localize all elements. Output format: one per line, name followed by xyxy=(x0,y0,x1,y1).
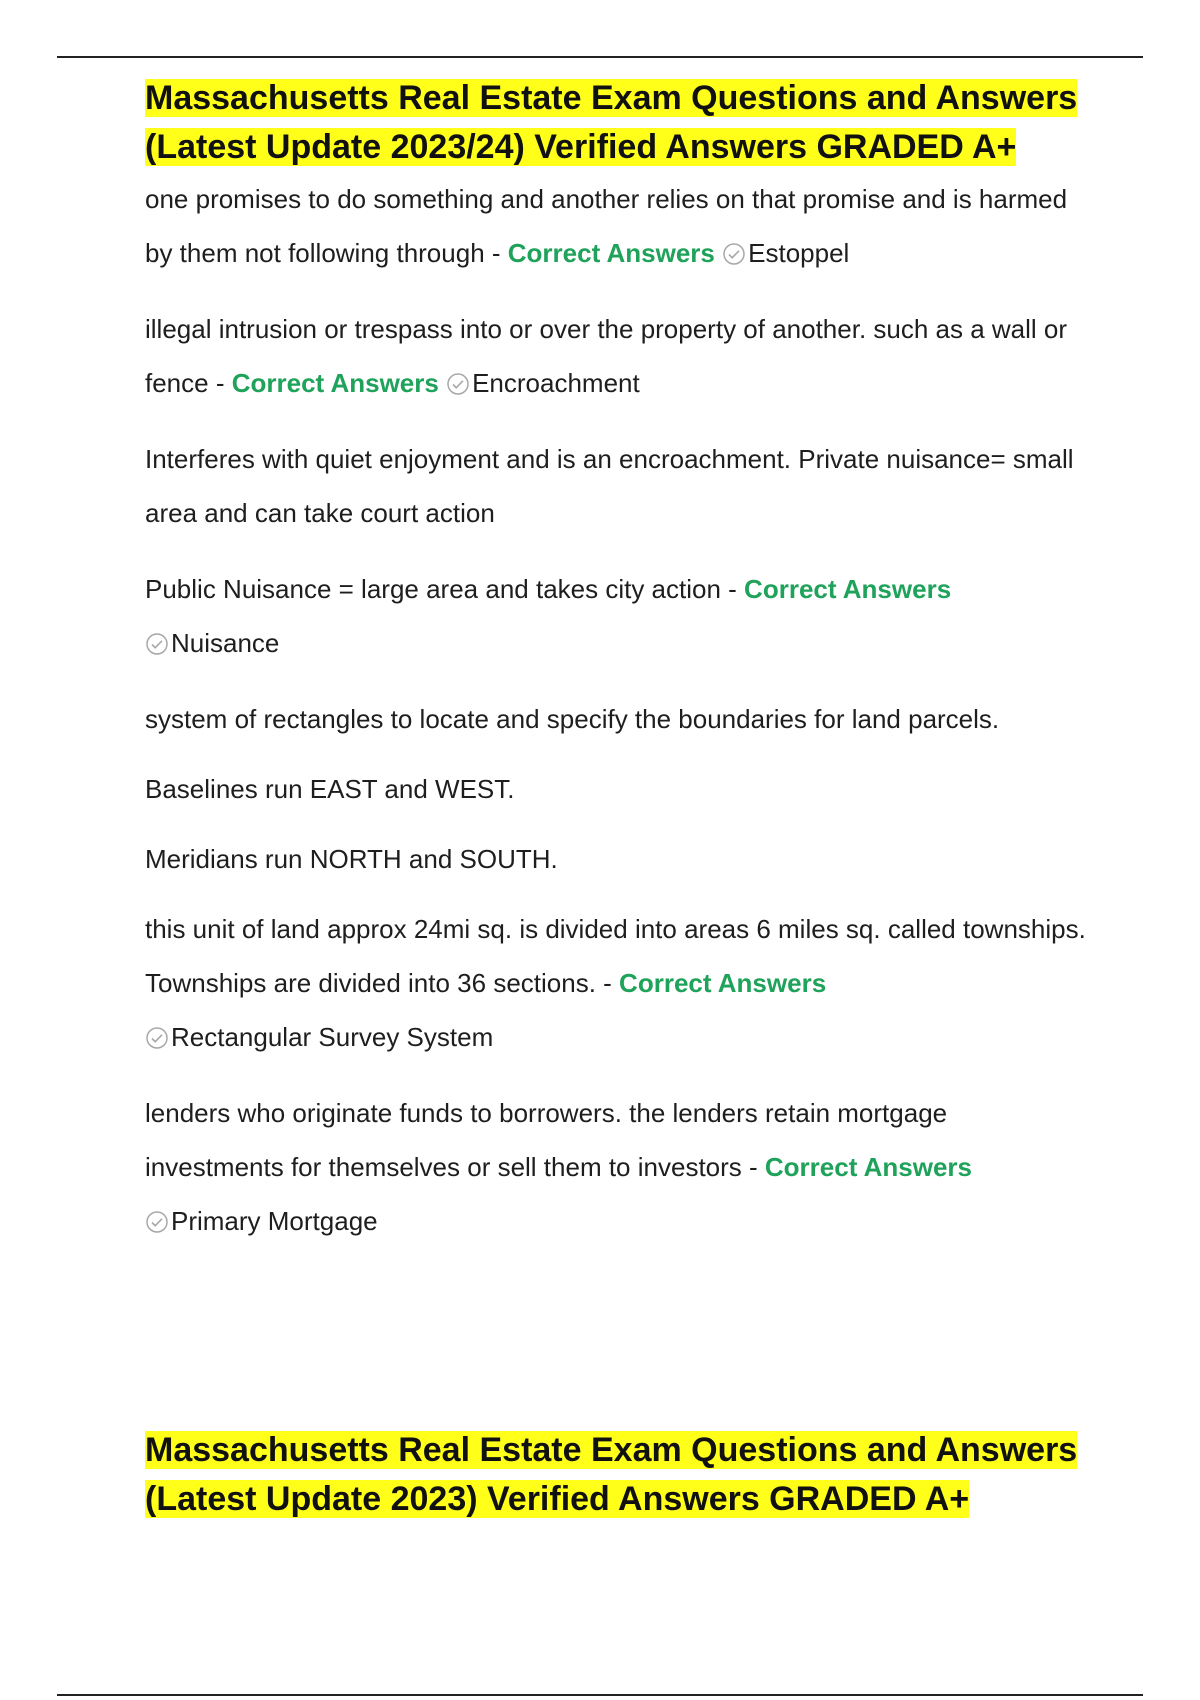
question-text: Interferes with quiet enjoyment and is an encroachment. Private nuisance= small area and can take court action xyxy=(145,444,1074,528)
correct-answers-label: Correct Answers xyxy=(619,968,827,998)
answer-text: Rectangular Survey System xyxy=(171,1022,494,1052)
qa-item-estoppel: one promises to do something and another relies on that promise and is harmed by them not following through - Correct Answers Estoppel xyxy=(145,184,1068,268)
check-circle-icon xyxy=(446,372,470,396)
question-text: illegal intrusion or trespass into or over the property of another. such as a wall or fence xyxy=(145,314,1068,398)
document-title-repeat: Massachusetts Real Estate Exam Questions and Answers (Latest Update 2023) Verified Answers GRADED A+ xyxy=(145,1431,1078,1518)
answer-text: Estoppel xyxy=(748,238,850,268)
question-text: one promises to do something and another relies on that promise and is harmed by them not following through xyxy=(145,184,1068,268)
qa-item-nuisance: Public Nuisance = large area and takes city action - Correct Answers Nuisance xyxy=(145,574,952,658)
question-line: Baselines run EAST and WEST. xyxy=(145,774,515,804)
qa-item-rectangular-survey: this unit of land approx 24mi sq. is divided into areas 6 miles sq. called townships. Townships are divided into 36 sections. - Correct Answers Rectangular Survey System xyxy=(145,914,1086,1052)
correct-answers-label: Correct Answers xyxy=(231,368,439,398)
question-line: system of rectangles to locate and specify the boundaries for land parcels. xyxy=(145,704,1000,734)
qa-item-primary-mortgage: lenders who originate funds to borrowers. the lenders retain mortgage investments for themselves or sell them to investors - Correct Answers Primary Mortgage xyxy=(145,1098,973,1236)
check-circle-icon xyxy=(145,1026,169,1050)
question-text: lenders who originate funds to borrowers. the lenders retain mortgage investments for themselves or sell them to investors xyxy=(145,1098,948,1182)
document-body xyxy=(145,74,1090,1524)
qa-item-private-nuisance xyxy=(145,432,1090,540)
question-text: Public Nuisance = large area and takes city action xyxy=(145,574,721,604)
top-rule xyxy=(57,56,1143,58)
check-circle-icon xyxy=(722,242,746,266)
correct-answers-label: Correct Answers xyxy=(507,238,715,268)
question-line: Meridians run NORTH and SOUTH. xyxy=(145,844,558,874)
correct-answers-label: Correct Answers xyxy=(744,574,952,604)
answer-text: Nuisance xyxy=(171,628,280,658)
qa-item-encroachment: illegal intrusion or trespass into or over the property of another. such as a wall or fence - Correct Answers Encroachment xyxy=(145,314,1068,398)
bottom-rule xyxy=(57,1694,1143,1696)
check-circle-icon xyxy=(145,1210,169,1234)
document-title: Massachusetts Real Estate Exam Questions and Answers (Latest Update 2023/24) Verified Answers GRADED A+ xyxy=(145,79,1078,166)
answer-text: Encroachment xyxy=(472,368,640,398)
answer-text: Primary Mortgage xyxy=(171,1206,378,1236)
correct-answers-label: Correct Answers xyxy=(764,1152,973,1182)
question-text: this unit of land approx 24mi sq. is divided into areas 6 miles sq. called townships. Townships are divided into 36 sections. xyxy=(145,914,1086,998)
check-circle-icon xyxy=(145,632,169,656)
